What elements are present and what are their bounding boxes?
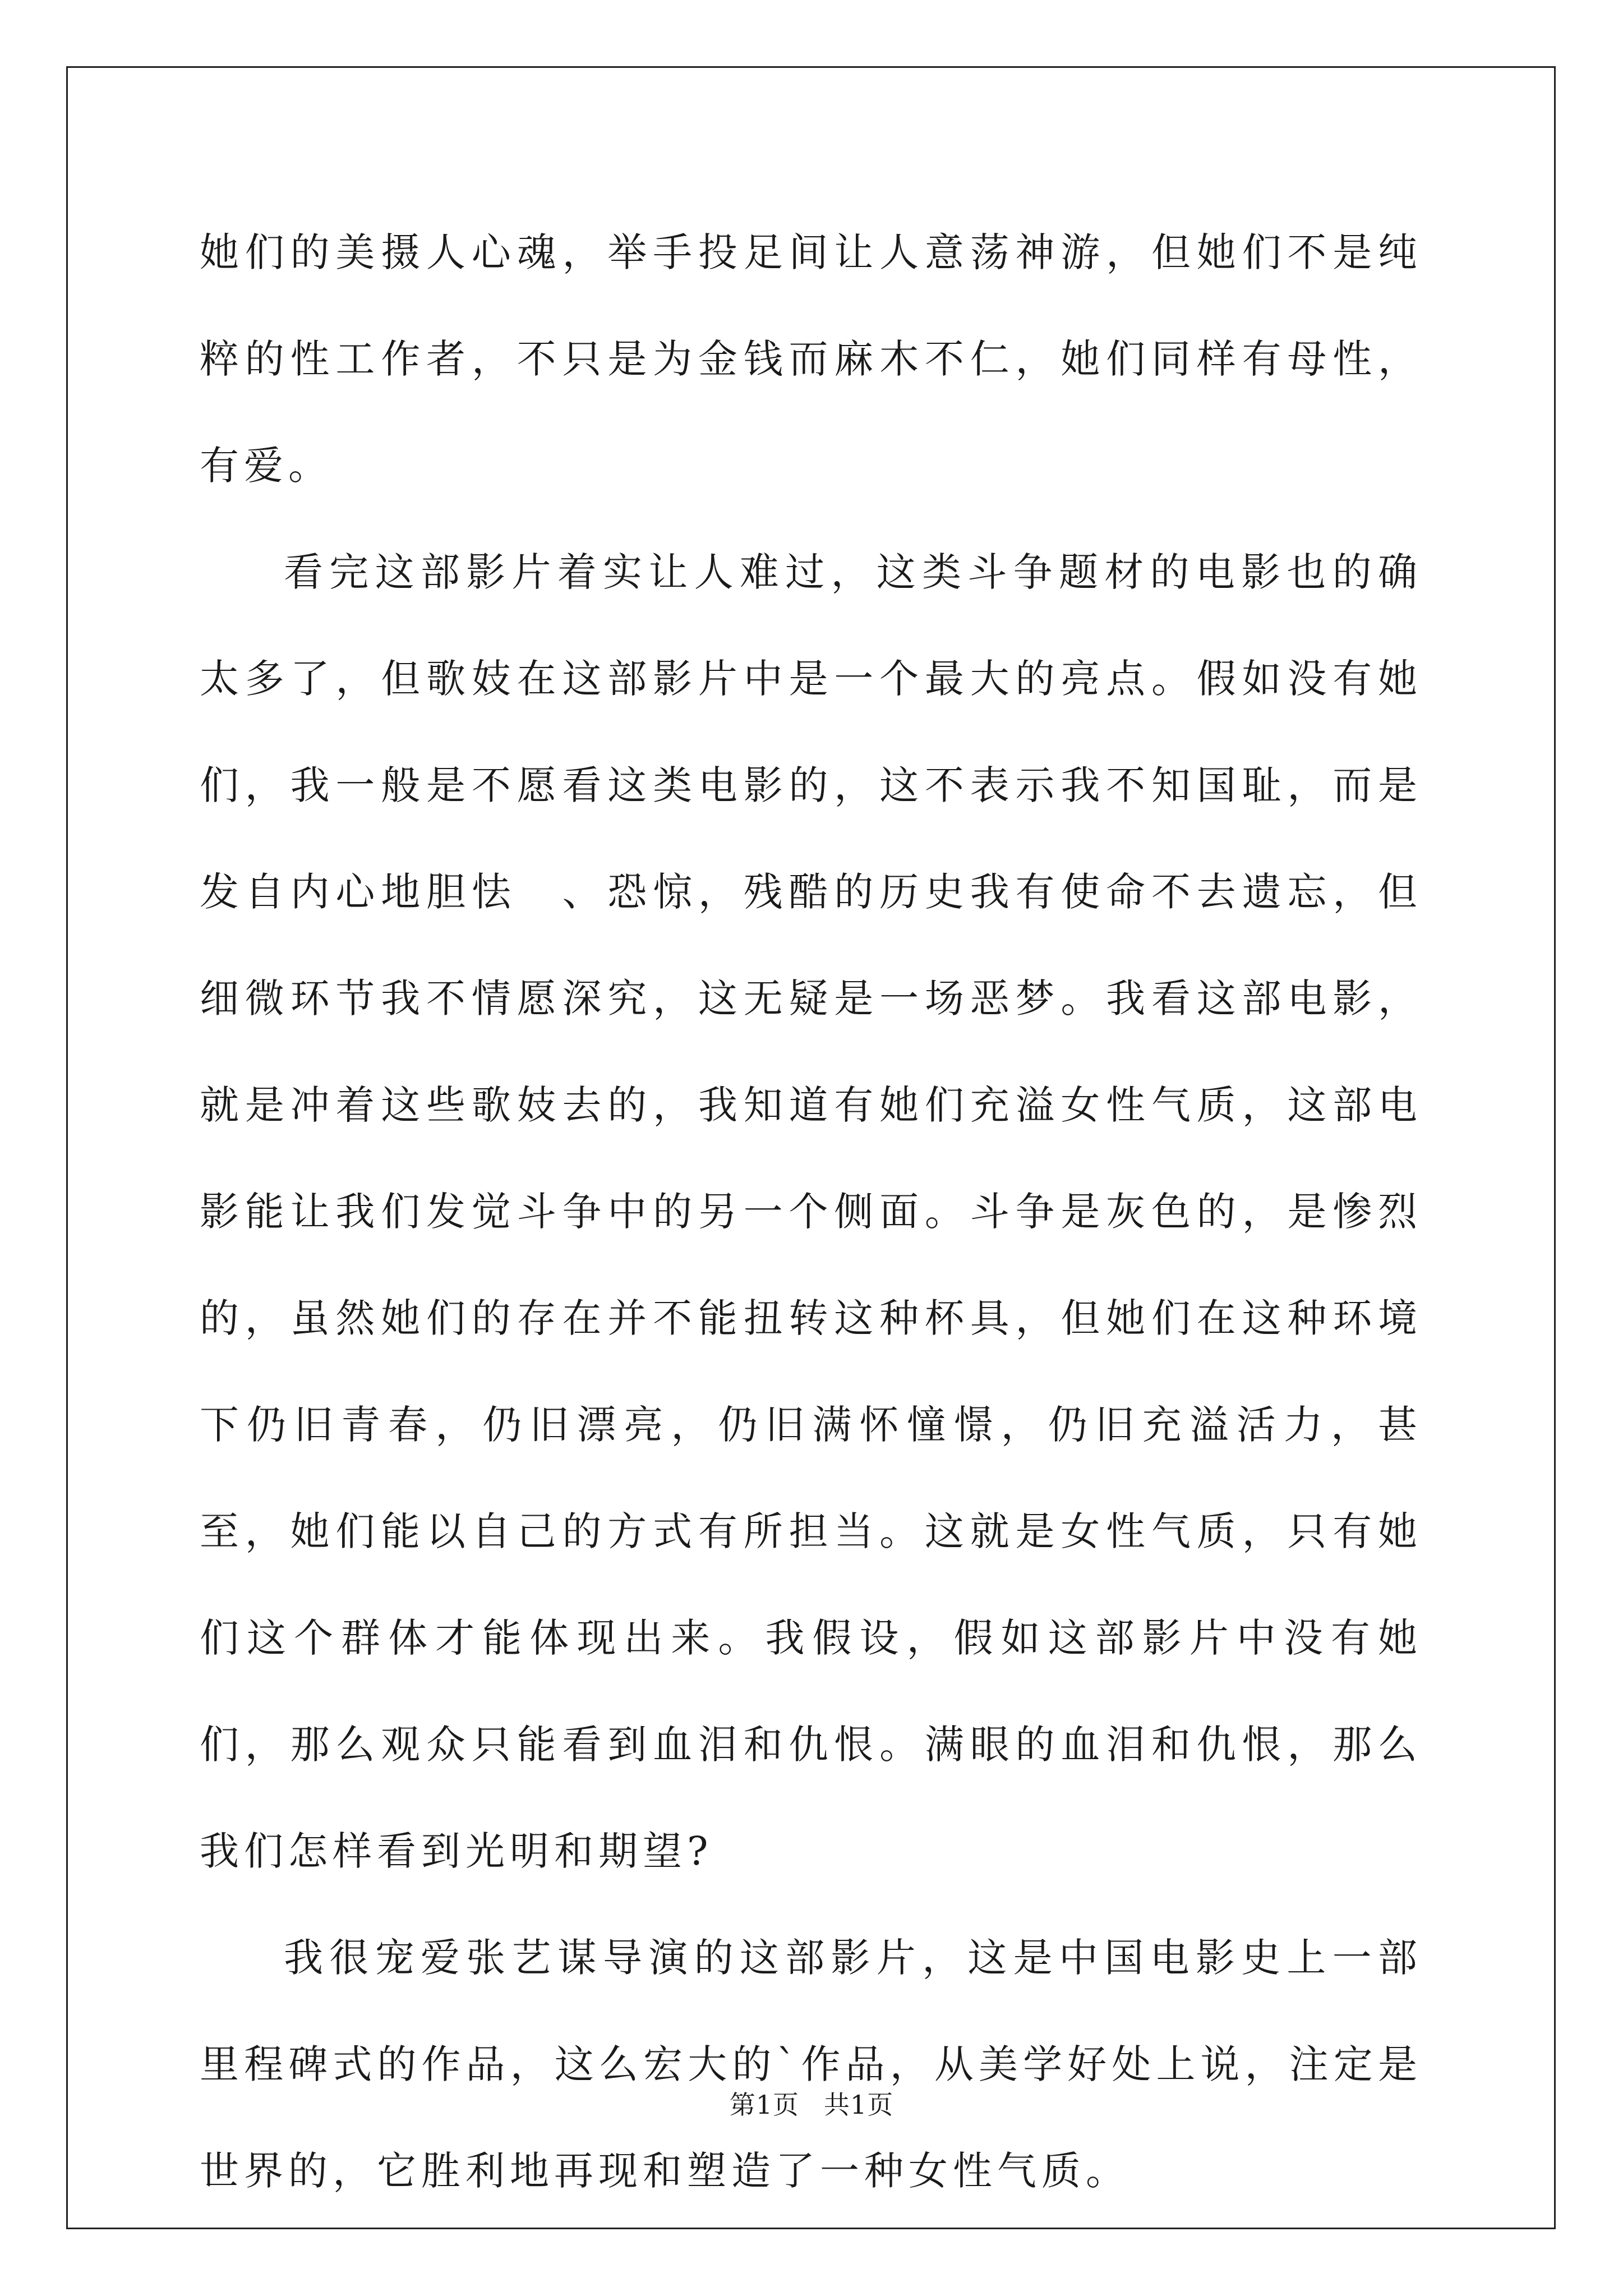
paragraph-1: 她们的美摄人心魂，举手投足间让人意荡神游，但她们不是纯粹的性工作者，不只是为金钱而麻木不仁，她们同样有母性，有爱。 <box>200 229 1422 489</box>
paragraph-3: 我很宠爱张艺谋导演的这部影片，这是中国电影史上一部里程碑式的作品，这么宏大的`作品，从美学好处上说，注定是世界的，它胜利地再现和塑造了一种女性气质。 <box>200 1935 1422 2194</box>
page-number: 第1页 <box>729 2090 799 2120</box>
paragraph-2: 看完这部影片着实让人难过，这类斗争题材的电影也的确太多了，但歌妓在这部影片中是一个最大的亮点。假如没有她们，我一般是不愿看这类电影的，这不表示我不知国耻，而是发自内心地胆怯 、恐惊，残酷的历史我有使命不去遗忘，但细微环节我不情愿深究，这无疑是一场恶梦。我看这部电影，就是冲着这些歌妓去的，我知道有她们充溢女性气质，这部电影能让我们发觉斗争中的另一个侧面。斗争是灰色的，是惨烈的，虽然她们的存在并不能扭转这种杯具，但她们在这种环境下仍旧青春，仍旧漂亮，仍旧满怀憧憬，仍旧充溢活力，甚至，她们能以自己的方式有所担当。这就是女性气质，只有她们这个群体才能体现出来。我假设，假如这部影片中没有她们，那么观众只能看到血泪和仇恨。满眼的血泪和仇恨，那么我们怎样看到光明和期望? <box>200 549 1422 1874</box>
page-footer <box>0 2088 1623 2122</box>
document-body <box>200 199 1422 2224</box>
page-total: 共1页 <box>824 2090 894 2120</box>
